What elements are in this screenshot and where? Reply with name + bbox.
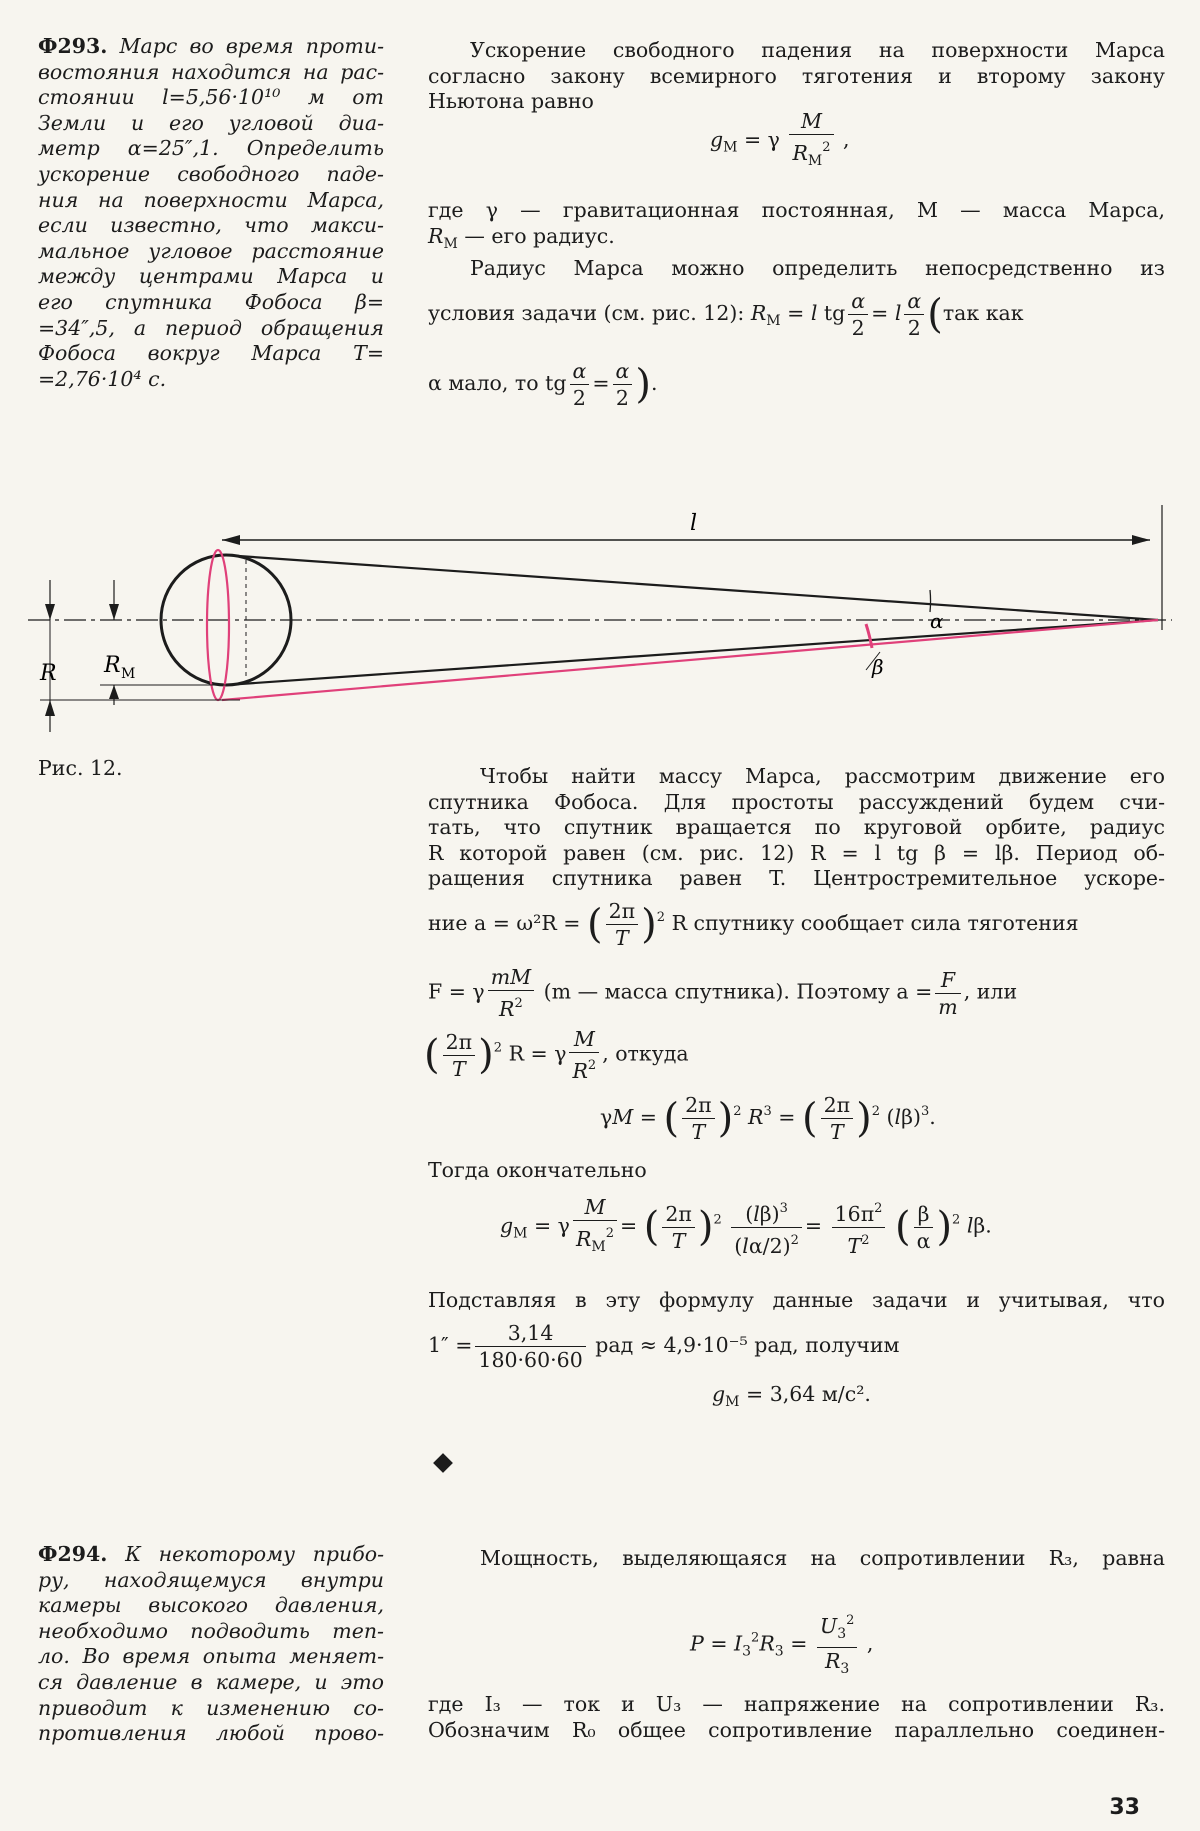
label-beta: β	[872, 655, 884, 679]
phobos-orbit-ellipse	[207, 550, 229, 700]
statement-line: противления любой прово-	[38, 1721, 384, 1746]
statement-line: его спутника Фобоса β=	[38, 289, 384, 314]
statement-line: ло. Во время опыта меняет-	[38, 1644, 384, 1669]
tangent-lower	[226, 620, 1158, 685]
figure-12	[0, 500, 1200, 750]
result-line: $g_M = 3,64$ м/с².	[712, 1382, 871, 1410]
problem-293-statement	[38, 34, 384, 392]
label-l: l	[690, 511, 698, 536]
problem-number: Ф293.	[38, 34, 108, 58]
formula-gravity-accel: $g_M = \gamma$ $\frac{M}{R_M^2}$ ,	[710, 108, 850, 174]
statement-line: востояния находится на рас-	[38, 59, 384, 84]
orbit-paragraph: Чтобы найти массу Марса, рассмотрим движение его спутника Фобоса. Для простоты рассуждений будем счи- тать, что спутник вращается по круговой орбите, радиус R которой равен (см. рис. 12) R = l tg β = lβ. Период об- ращения спутника равен T. Центростремительное ускоре-	[428, 764, 1165, 891]
statement-line: Марс во время проти-	[119, 34, 384, 58]
label-alpha: α	[930, 609, 944, 633]
force-formula-line: F = γ $\frac{mM}{R^2}$ (m — масса спутника). Поэтому a = $\frac{F}{m}$ , или	[428, 965, 1018, 1021]
label-RM-sub: M	[121, 666, 136, 682]
radius-formula-line-2: α мало, то tg $\frac{\alpha}{2}$ = $\frac{\alpha}{2}$ ).	[428, 359, 658, 410]
statement-line: К некоторому прибо-	[125, 1542, 384, 1566]
page-number: 33	[1109, 1795, 1140, 1820]
statement-line: метр α=25″,1. Определить	[38, 136, 384, 161]
power-line: Мощность, выделяющаяся на сопротивлении R₃, равна	[480, 1546, 1165, 1570]
formula-gamma-m: γM = ( $\frac{2\pi}{T}$ )$^2$ $R^3$ = ( $\frac{2\pi}{T}$ )$^2$ $(l\beta)^3$.	[600, 1093, 936, 1144]
phobos-line	[222, 620, 1158, 700]
end-of-solution-marker	[433, 1453, 453, 1473]
equation-line: ( $\frac{2\pi}{T}$ )$^2$ R = γ $\frac{M}{R^2}$ , откуда	[424, 1027, 689, 1083]
statement-line: приводит к изменению со-	[38, 1695, 384, 1720]
where-definitions: где γ — гравитационная постоянная, M — масса Марса, $R_M$ — его радиус.	[428, 198, 1165, 252]
formula-final: $g_M = \gamma$ $\frac{M}{R_M^2}$ = ( $\frac{2\pi}{T}$ )$^2$ $\frac{(l\beta)^3}{(l\alpha/2)^2}$ = $\frac{16\pi^2}{T^2}$ ( $\frac{\beta}{\alpha}$ )$^2$ lβ.	[500, 1194, 992, 1260]
label-RM: R	[104, 653, 121, 678]
statement-line: камеры высокого давления,	[38, 1593, 384, 1618]
solution-intro: Ускорение свободного падения на поверхности Марса согласно закону всемирного тяготения и второму закону Ньютона равно	[428, 38, 1165, 114]
statement-line: ся давление в камере, и это	[38, 1669, 384, 1694]
figure-caption: Рис. 12.	[38, 756, 123, 780]
statement-line: =2,76·10⁴ с.	[38, 366, 167, 391]
statement-line: мальное угловое расстояние	[38, 238, 384, 263]
substitution-line: Подставляя в эту формулу данные задачи и учитывая, что	[428, 1288, 1165, 1312]
statement-line: Земли и его угловой диа-	[38, 110, 384, 135]
statement-line: если известно, что макси-	[38, 213, 384, 238]
then-label: Тогда окончательно	[428, 1158, 647, 1182]
statement-line: ру, находящемуся внутри	[38, 1567, 384, 1592]
accel-formula-line: ние a = ω²R = ( $\frac{2\pi}{T}$ )$^2$ R спутнику сообщает сила тяготения	[428, 899, 1079, 950]
problem-294-statement	[38, 1542, 384, 1747]
tangent-upper	[224, 555, 1158, 620]
statement-line: =34″,5, а период обращения	[38, 315, 384, 340]
statement-line: между центрами Марса и	[38, 264, 384, 289]
problem-number: Ф294.	[38, 1542, 108, 1566]
radius-paragraph: Радиус Марса можно определить непосредственно из	[470, 256, 1165, 280]
statement-line: ускорение свободного паде-	[38, 161, 384, 186]
statement-line: стоянии l=5,56·10¹⁰ м от	[38, 85, 384, 110]
label-R: R	[40, 661, 57, 686]
statement-line: Фобоса вокруг Марса T=	[38, 341, 384, 366]
radius-formula-line: условия задачи (см. рис. 12): $R_M = l$ tg $\frac{\alpha}{2}$ = l $\frac{\alpha}{2}$ (так как	[428, 289, 1024, 340]
formula-power: $P = I_3^2R_3$ = $\frac{U_3^2}{R_3}$ ,	[690, 1608, 873, 1682]
current-voltage-paragraph: где I₃ — ток и U₃ — напряжение на сопротивлении R₃. Обозначим R₀ общее сопротивление параллельно соединен-	[428, 1692, 1165, 1742]
statement-line: ния на поверхности Марса,	[38, 187, 384, 212]
arcsecond-line: 1″ = $\frac{3,14}{180\cdot 60\cdot 60}$ рад ≈ 4,9·10⁻⁵ рад, получим	[428, 1321, 900, 1372]
statement-line: необходимо подводить теп-	[38, 1618, 384, 1643]
